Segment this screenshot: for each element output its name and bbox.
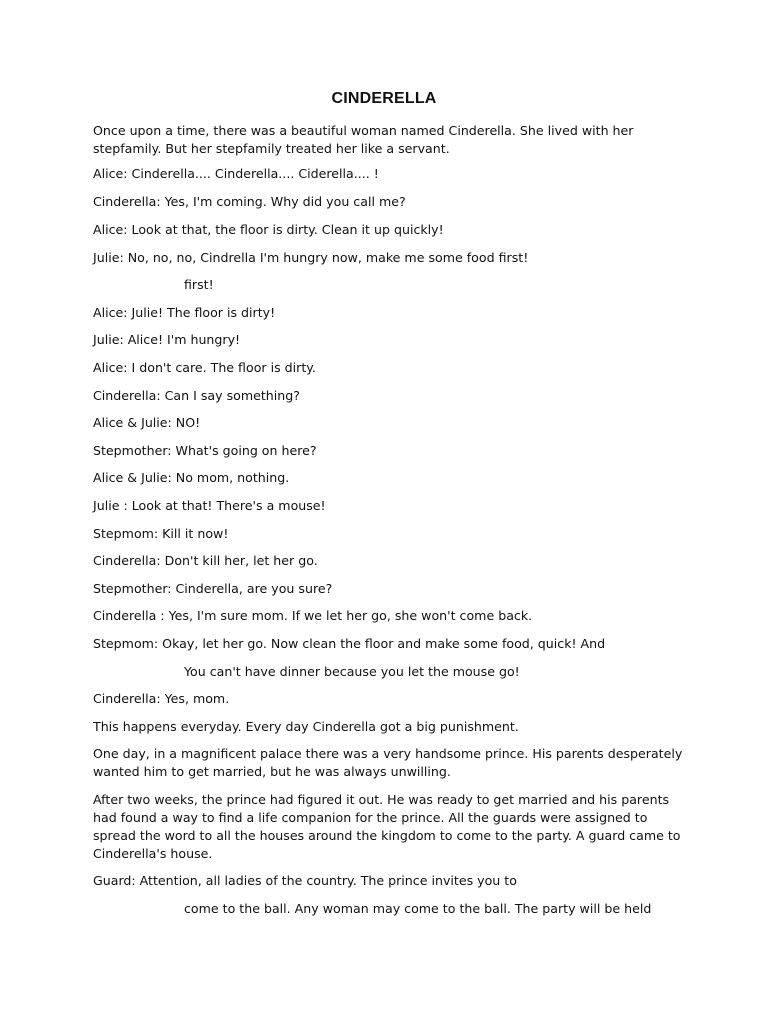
paragraph-25: Guard: Attention, all ladies of the country. The prince invites you to <box>93 873 517 888</box>
paragraph-26: come to the ball. Any woman may come to the ball. The party will be held <box>184 901 652 916</box>
paragraph-3: Cinderella: Yes, I'm coming. Why did you call me? <box>93 194 406 209</box>
document-title: CINDERELLA <box>331 90 437 107</box>
paragraph-16: Cinderella: Don't kill her, let her go. <box>93 553 318 568</box>
paragraph-21: Cinderella: Yes, mom. <box>93 691 230 706</box>
paragraph-9: Alice: I don't care. The floor is dirty. <box>93 360 316 375</box>
paragraph-24: After two weeks, the prince had figured it out. He was ready to get married and his parents had found a way to find a life companion for the prince. All the guards were assigned to spread the word to all the houses around the kingdom to come to the party. A guard came to Cinderella's house. <box>93 792 681 861</box>
paragraph-8: Julie: Alice! I'm hungry! <box>93 332 241 347</box>
paragraph-2: Alice: Cinderella.... Cinderella.... Ciderella.... ! <box>93 166 379 181</box>
paragraph-5: Julie: No, no, no, Cindrella I'm hungry now, make me some food first! <box>93 250 529 265</box>
paragraph-15: Stepmom: Kill it now! <box>93 526 229 541</box>
paragraph-13: Alice & Julie: No mom, nothing. <box>93 470 290 485</box>
paragraph-12: Stepmother: What's going on here? <box>93 443 317 458</box>
paragraph-4: Alice: Look at that, the floor is dirty. Clean it up quickly! <box>93 222 444 237</box>
paragraph-6: first! <box>184 277 214 292</box>
paragraph-7: Alice: Julie! The floor is dirty! <box>93 305 276 320</box>
paragraph-10: Cinderella: Can I say something? <box>93 388 300 403</box>
paragraph-1: Once upon a time, there was a beautiful woman named Cinderella. She lived with her stepfamily. But her stepfamily treated her like a servant. <box>93 123 634 156</box>
paragraph-14: Julie : Look at that! There's a mouse! <box>93 498 326 513</box>
paragraph-23: One day, in a magnificent palace there was a very handsome prince. His parents desperately wanted him to get married, but he was always unwilling. <box>93 746 683 779</box>
paragraph-17: Stepmother: Cinderella, are you sure? <box>93 581 333 596</box>
paragraph-11: Alice & Julie: NO! <box>93 415 201 430</box>
paragraph-20: You can't have dinner because you let the mouse go! <box>184 664 520 679</box>
paragraph-19: Stepmom: Okay, let her go. Now clean the floor and make some food, quick! And <box>93 636 606 651</box>
paragraph-18: Cinderella : Yes, I'm sure mom. If we let her go, she won't come back. <box>93 608 533 623</box>
paragraph-22: This happens everyday. Every day Cinderella got a big punishment. <box>93 719 519 734</box>
